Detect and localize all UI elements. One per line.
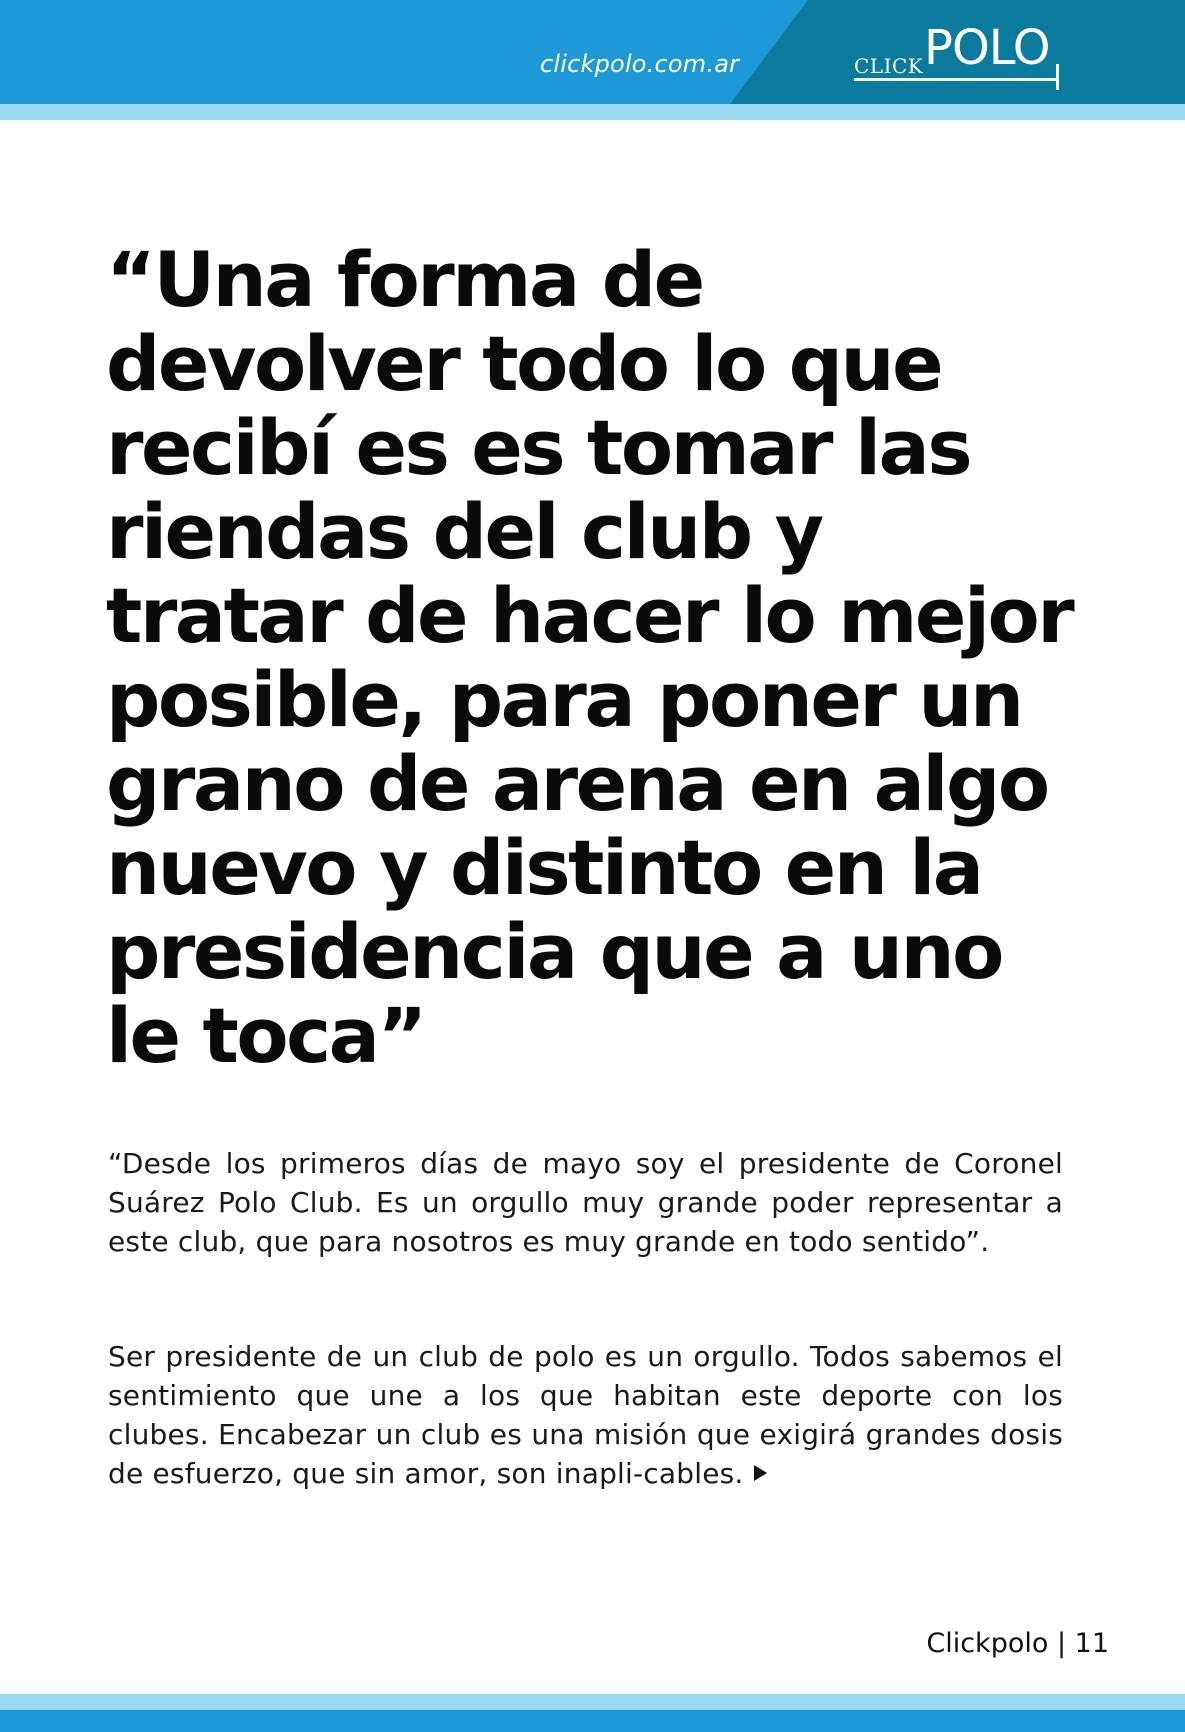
body-paragraph-2: Ser presidente de un club de polo es un orgullo. Todos sabemos el sentimiento que une a los que habitan este deporte con los clubes. Encabezar un club es una misión que exigirá grandes dosis de esfuerzo, que sin amor, son inapli-cables. xyxy=(108,1340,1063,1490)
logo-underline xyxy=(854,78,1059,81)
continue-arrow-icon xyxy=(754,1465,767,1481)
headline-line: recibí es es tomar las xyxy=(106,403,971,492)
site-url-link[interactable]: clickpolo.com.ar xyxy=(540,50,740,78)
headline-line: grano de arena en algo xyxy=(106,739,1048,828)
clickpolo-logo[interactable] xyxy=(854,20,1064,94)
headline-line: devolver todo lo que xyxy=(106,319,942,408)
headline-line: “Una forma de xyxy=(106,235,703,324)
footer-bar xyxy=(0,1710,1185,1732)
header-accent-strip xyxy=(0,104,1185,120)
logo-click-text: CLICK xyxy=(854,54,924,78)
logo-polo-text: POLO xyxy=(924,20,1050,76)
headline-line: nuevo y distinto en la xyxy=(106,823,982,912)
page-number-label: Clickpolo | 11 xyxy=(926,1628,1109,1659)
logo-mallet-tick xyxy=(1056,64,1059,90)
headline-line: le toca” xyxy=(106,991,425,1080)
footer-accent-strip xyxy=(0,1694,1185,1710)
headline-line: riendas del club y xyxy=(106,487,822,576)
body-paragraph-2-container xyxy=(108,1337,1063,1493)
headline-line: tratar de hacer lo mejor xyxy=(106,571,1073,660)
headline-line: presidencia que a uno xyxy=(106,907,1002,996)
headline-quote xyxy=(106,235,1176,1080)
body-paragraph-1: “Desde los primeros días de mayo soy el presidente de Coronel Suárez Polo Club. Es un orgullo muy grande poder representar a este club, que para nosotros es muy grande en todo sentido”. xyxy=(108,1147,1063,1258)
headline-line: posible, para poner un xyxy=(106,655,1022,744)
